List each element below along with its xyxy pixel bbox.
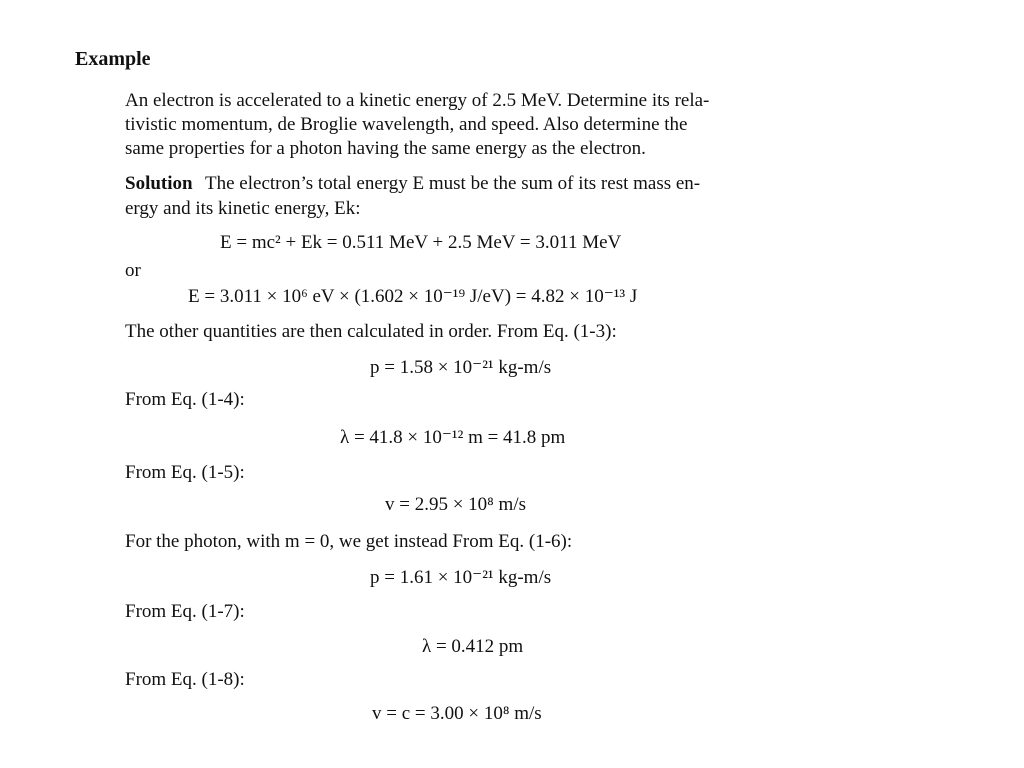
problem-line-3: same properties for a photon having the same energy as the electron. <box>125 138 646 159</box>
equation-p-electron: p = 1.58 × 10⁻²¹ kg-m/s <box>370 357 552 378</box>
equation-energy-joules: E = 3.011 × 10⁶ eV × (1.602 × 10⁻¹⁹ J/eV) = 4.82 × 10⁻¹³ J <box>188 286 638 307</box>
from-eq-1-4: From Eq. (1-4): <box>125 389 245 410</box>
equation-v-electron: v = 2.95 × 10⁸ m/s <box>385 494 527 515</box>
solution-label: Solution <box>125 173 193 194</box>
problem-line-1: An electron is accelerated to a kinetic energy of 2.5 MeV. Determine its rela- <box>125 90 710 111</box>
equation-lambda-electron: λ = 41.8 × 10⁻¹² m = 41.8 pm <box>340 427 566 448</box>
solution-line-2: ergy and its kinetic energy, Ek: <box>125 198 361 219</box>
equation-v-photon: v = c = 3.00 × 10⁸ m/s <box>372 703 542 724</box>
equation-lambda-photon: λ = 0.412 pm <box>422 636 524 657</box>
equation-p-photon: p = 1.61 × 10⁻²¹ kg-m/s <box>370 567 552 588</box>
from-eq-1-7: From Eq. (1-7): <box>125 601 245 622</box>
photon-intro-text: For the photon, with m = 0, we get instead From Eq. (1-6): <box>125 531 573 552</box>
other-quantities-text: The other quantities are then calculated in order. From Eq. (1-3): <box>125 321 617 342</box>
solution-text-1: The electron’s total energy E must be the sum of its rest mass en- <box>205 173 701 194</box>
problem-line-2: tivistic momentum, de Broglie wavelength, and speed. Also determine the <box>125 114 688 135</box>
example-heading: Example <box>75 48 151 70</box>
from-eq-1-8: From Eq. (1-8): <box>125 669 245 690</box>
equation-total-energy: E = mc² + Ek = 0.511 MeV + 2.5 MeV = 3.011 MeV <box>220 232 622 253</box>
or-text: or <box>125 260 141 281</box>
from-eq-1-5: From Eq. (1-5): <box>125 462 245 483</box>
solution-line-1 <box>125 172 700 196</box>
